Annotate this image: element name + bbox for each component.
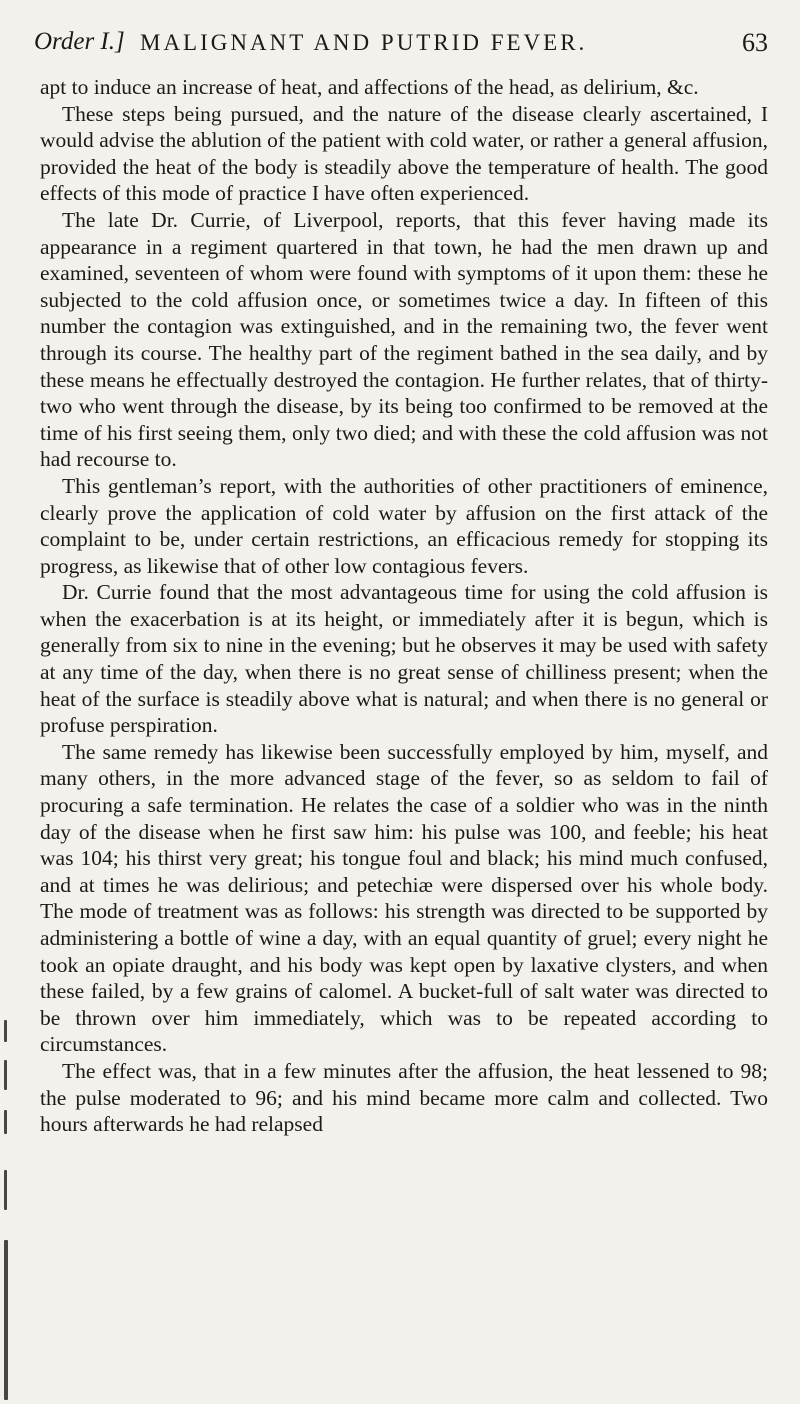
section-label: Order I.] — [34, 28, 125, 55]
paragraph-5: Dr. Currie found that the most advantageous time for using the cold affusion is when the exacerbation is at its height, or immediately after it is begun, which is generally from six to nine in the evening; but he observes it may be used with safety at any time of the day, when there is no great sense of chilliness present; when the heat of the surface is steadily above what is natural; and when there is no general or profuse perspiration. — [40, 580, 768, 738]
paragraph-4: This gentleman’s report, with the authorities of other practitioners of eminence, clearly prove the application of cold water by affusion on the first attack of the complaint to be, under certain restrictions, an efficacious remedy for stopping its progress, as likewise that of other low contagious fevers. — [40, 473, 768, 578]
paragraph-6: The same remedy has likewise been successfully employed by him, myself, and many others, in the more advanced stage of the fever, so as seldom to fail of procuring a safe termination. He relates the case of a soldier who was in the ninth day of the disease when he first saw him: his pulse was 100, and feeble; his heat was 104; his thirst very great; his tongue foul and black; his mind much confused, and at times he was delirious; and petechiæ were dispersed over his whole body. The mode of treatment was as follows: his strength was directed to be supported by administering a bottle of wine a day, with an equal quantity of gruel; every night he took an opiate draught, and his body was kept open by laxative clysters, and when these failed, by a few grains of calomel. A bucket-full of salt water was directed to be thrown over him immediately, which was to be repeated according to circumstances. — [40, 739, 768, 1057]
paragraph-1: apt to induce an increase of heat, and affections of the head, as delirium, &c. — [40, 75, 699, 99]
edge-mark-5 — [4, 1240, 8, 1400]
paragraph-7: The effect was, that in a few minutes after the affusion, the heat lessened to 98; the pulse moderated to 96; and his mind became more calm and collected. Two hours afterwards he had relapsed — [40, 1058, 768, 1137]
paragraph-3: The late Dr. Currie, of Liverpool, reports, that this fever having made its appearance in a regiment quartered in that town, he had the men drawn up and examined, seventeen of whom were found with symptoms of it upon them: these he subjected to the cold affusion once, or sometimes twice a day. In fifteen of this number the contagion was extinguished, and in the remaining two, the fever went through its course. The healthy part of the regiment bathed in the sea daily, and by these means he effectually destroyed the contagion. He further relates, that of thirty-two who went through the disease, by its being too confirmed to be removed at the time of his first seeing them, only two died; and with these the cold affusion was not had recourse to. — [40, 207, 768, 472]
body-text — [40, 74, 768, 1138]
edge-mark-4 — [4, 1170, 7, 1210]
page-number: 63 — [742, 28, 768, 57]
binding-edge-shadow — [0, 1000, 12, 1404]
edge-mark-3 — [4, 1110, 7, 1134]
edge-mark-2 — [4, 1060, 7, 1090]
paragraph-2: These steps being pursued, and the nature of the disease clearly ascertained, I would advise the ablution of the patient with cold water, or rather a general affusion, provided the heat of the body is steadily above the temperature of health. The good effects of this mode of practice I have often experienced. — [40, 101, 768, 206]
running-header — [34, 28, 768, 62]
edge-mark-1 — [4, 1020, 7, 1042]
running-title: MALIGNANT AND PUTRID FEVER. — [140, 30, 588, 55]
